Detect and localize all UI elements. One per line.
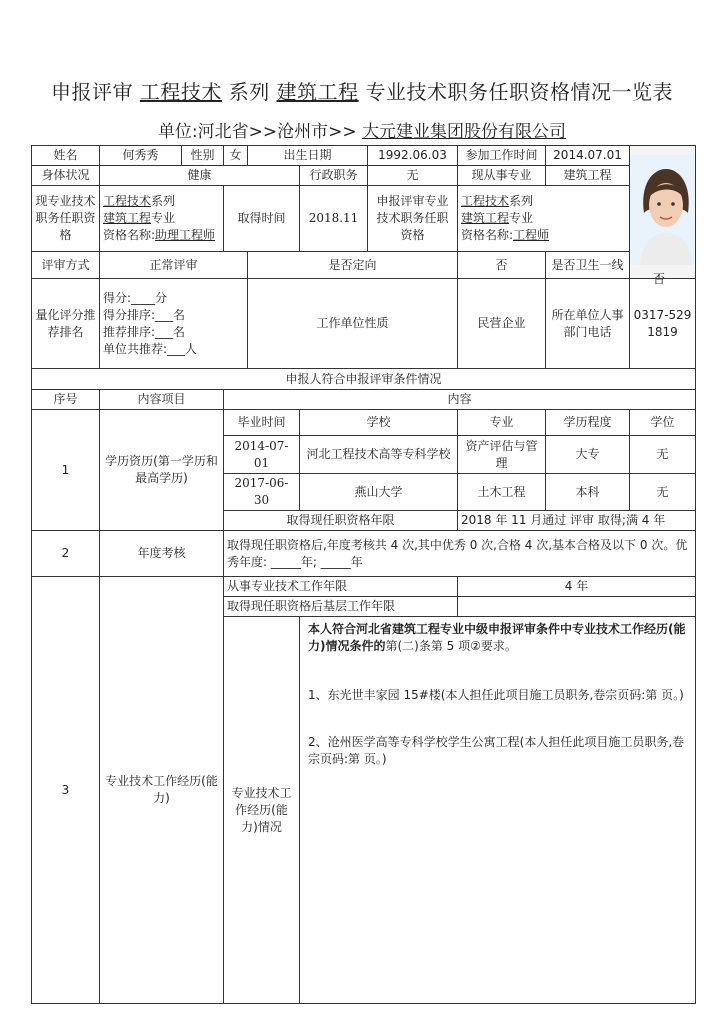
exp-grassroots-label: 取得现任职资格后基层工作年限 (224, 597, 458, 617)
edu-no: 1 (32, 410, 100, 531)
edu-r1-degree: 无 (630, 474, 696, 511)
edu-item: 学历资历(第一学历和最高学历) (100, 410, 224, 531)
apply-qual-name-label: 资格名称: (461, 228, 514, 242)
admin-label: 行政职务 (300, 166, 368, 186)
applicant-photo (630, 146, 696, 279)
edu-header-0: 毕业时间 (224, 410, 300, 436)
title-series-suffix: 系列 (228, 80, 270, 104)
edu-r0-school: 河北工程技术高等专科学校 (300, 436, 458, 474)
work-start-value: 2014.07.01 (546, 146, 630, 166)
edu-r1-school: 燕山大学 (300, 474, 458, 511)
targeted-label: 是否定向 (248, 252, 458, 279)
review-method-value: 正常评审 (100, 252, 248, 279)
col-item-header: 内容项目 (100, 390, 224, 410)
hr-phone-value: 0317-5291819 (630, 279, 696, 369)
page-title (0, 76, 724, 105)
apply-qual-series: 工程技术 (461, 194, 510, 208)
exp-statement (308, 621, 687, 655)
unit-label: 单位: (157, 122, 198, 142)
annual-no: 2 (32, 531, 100, 577)
birth-value: 1992.06.03 (368, 146, 458, 166)
apply-qual-label: 申报评审专业技术职务任职资格 (368, 186, 458, 252)
apply-qual-value (458, 186, 630, 252)
qualification-form-table (31, 145, 696, 1004)
obtained-label: 取得时间 (224, 186, 300, 252)
edu-r0-date: 2014-07-01 (224, 436, 300, 474)
frontline-value: 否 (652, 272, 665, 286)
current-qual-name: 助理工程师 (155, 228, 216, 242)
exp-item: 专业技术工作经历(能力) (100, 577, 224, 1004)
title-specialty: 建筑工程 (276, 80, 359, 104)
health-value: 健康 (100, 166, 300, 186)
frontline-label: 是否卫生一线 (546, 252, 630, 279)
exp-grassroots-value (458, 597, 696, 617)
col-no-header: 序号 (32, 390, 100, 410)
unit-line (0, 117, 724, 142)
apply-qual-name: 工程师 (513, 228, 550, 242)
col-content-header: 内容 (224, 390, 696, 410)
portrait-image (630, 155, 696, 265)
quant-details (100, 279, 248, 369)
conditions-header: 申报人符合申报评审条件情况 (32, 369, 696, 390)
quant-rec-total: 单位共推荐:___人 (103, 341, 198, 356)
current-series-word: 系列 (151, 194, 176, 208)
edu-r1-major: 土木工程 (458, 474, 546, 511)
annual-item: 年度考核 (100, 531, 224, 577)
current-spec-value: 建筑工程 (546, 166, 630, 186)
current-spec-word: 专业 (151, 211, 176, 225)
exp-detail-content (300, 617, 696, 1004)
review-method-label: 评审方式 (32, 252, 100, 279)
hr-phone-label: 所在单位人事部门电话 (546, 279, 630, 369)
health-label: 身体状况 (32, 166, 100, 186)
edu-r0-degree: 无 (630, 436, 696, 474)
edu-years-label: 取得现任职资格年限 (224, 511, 458, 531)
gender-value: 女 (224, 146, 248, 166)
nature-value: 民营企业 (458, 279, 546, 369)
gender-label: 性别 (182, 146, 224, 166)
exp-project-1: 1、东光世丰家园 15#楼(本人担任此项目施工员职务,卷宗页码:第 页。) (308, 688, 684, 702)
current-qual-series: 工程技术 (103, 194, 152, 208)
targeted-value: 否 (458, 252, 546, 279)
edu-r1-level: 本科 (546, 474, 630, 511)
exp-detail-label: 专业技术工作经历(能力)情况 (224, 617, 300, 1004)
work-start-label: 参加工作时间 (458, 146, 546, 166)
edu-header-4: 学位 (630, 410, 696, 436)
current-spec-label: 现从事专业 (458, 166, 546, 186)
quant-rec-rank: 推荐排序:___名 (103, 324, 186, 339)
nature-label: 工作单位性质 (248, 279, 458, 369)
title-series: 工程技术 (139, 80, 222, 104)
exp-no: 3 (32, 577, 100, 1004)
unit-path: 河北省>>沧州市>> (197, 122, 357, 142)
exp-project-2: 2、沧州医学高等专科学校学生公寓工程(本人担任此项目施工员职务,卷宗页码:第 页。) (308, 735, 685, 766)
exp-years-label: 从事专业技术工作年限 (224, 577, 458, 597)
edu-header-3: 学历程度 (546, 410, 630, 436)
edu-header-1: 学校 (300, 410, 458, 436)
unit-company: 大元建业集团股份有限公司 (362, 122, 567, 142)
apply-spec-word: 专业 (509, 211, 534, 225)
title-prefix: 申报评审 (51, 80, 134, 104)
exp-years-value: 4 年 (458, 577, 696, 597)
obtained-value: 2018.11 (300, 186, 368, 252)
edu-r1-date: 2017-06-30 (224, 474, 300, 511)
edu-years-value: 2018 年 11 月通过 评审 取得;满 4 年 (458, 511, 696, 531)
exp-statement-rest: 第(二)条第 5 项②要求。 (385, 639, 517, 653)
birth-label: 出生日期 (248, 146, 368, 166)
edu-header-2: 专业 (458, 410, 546, 436)
apply-qual-spec: 建筑工程 (461, 211, 510, 225)
current-qual-spec: 建筑工程 (103, 211, 152, 225)
annual-text: 取得现任职资格后,年度考核共 4 次,其中优秀 0 次,合格 4 次,基本合格及以下 0 次。优秀年度: _____年; _____年 (224, 531, 696, 577)
edu-r0-major: 资产评估与管理 (458, 436, 546, 474)
edu-r0-level: 大专 (546, 436, 630, 474)
admin-value: 无 (368, 166, 458, 186)
title-suffix: 专业技术职务任职资格情况一览表 (365, 80, 673, 104)
exp-statement-bold: 本人符合河北省建筑工程专业中级申报评审条件中专业技术工作经历(能力)情况条件的 (308, 622, 686, 653)
quant-label: 量化评分推荐排名 (32, 279, 100, 369)
current-qual-name-label: 资格名称: (103, 228, 156, 242)
current-qual-label: 现专业技术职务任职资格 (32, 186, 100, 252)
quant-score: 得分:____分 (103, 290, 168, 305)
current-qual-value (100, 186, 224, 252)
quant-score-rank: 得分排序:___名 (103, 307, 186, 322)
name-value: 何秀秀 (100, 146, 182, 166)
name-label: 姓名 (32, 146, 100, 166)
apply-series-word: 系列 (509, 194, 534, 208)
